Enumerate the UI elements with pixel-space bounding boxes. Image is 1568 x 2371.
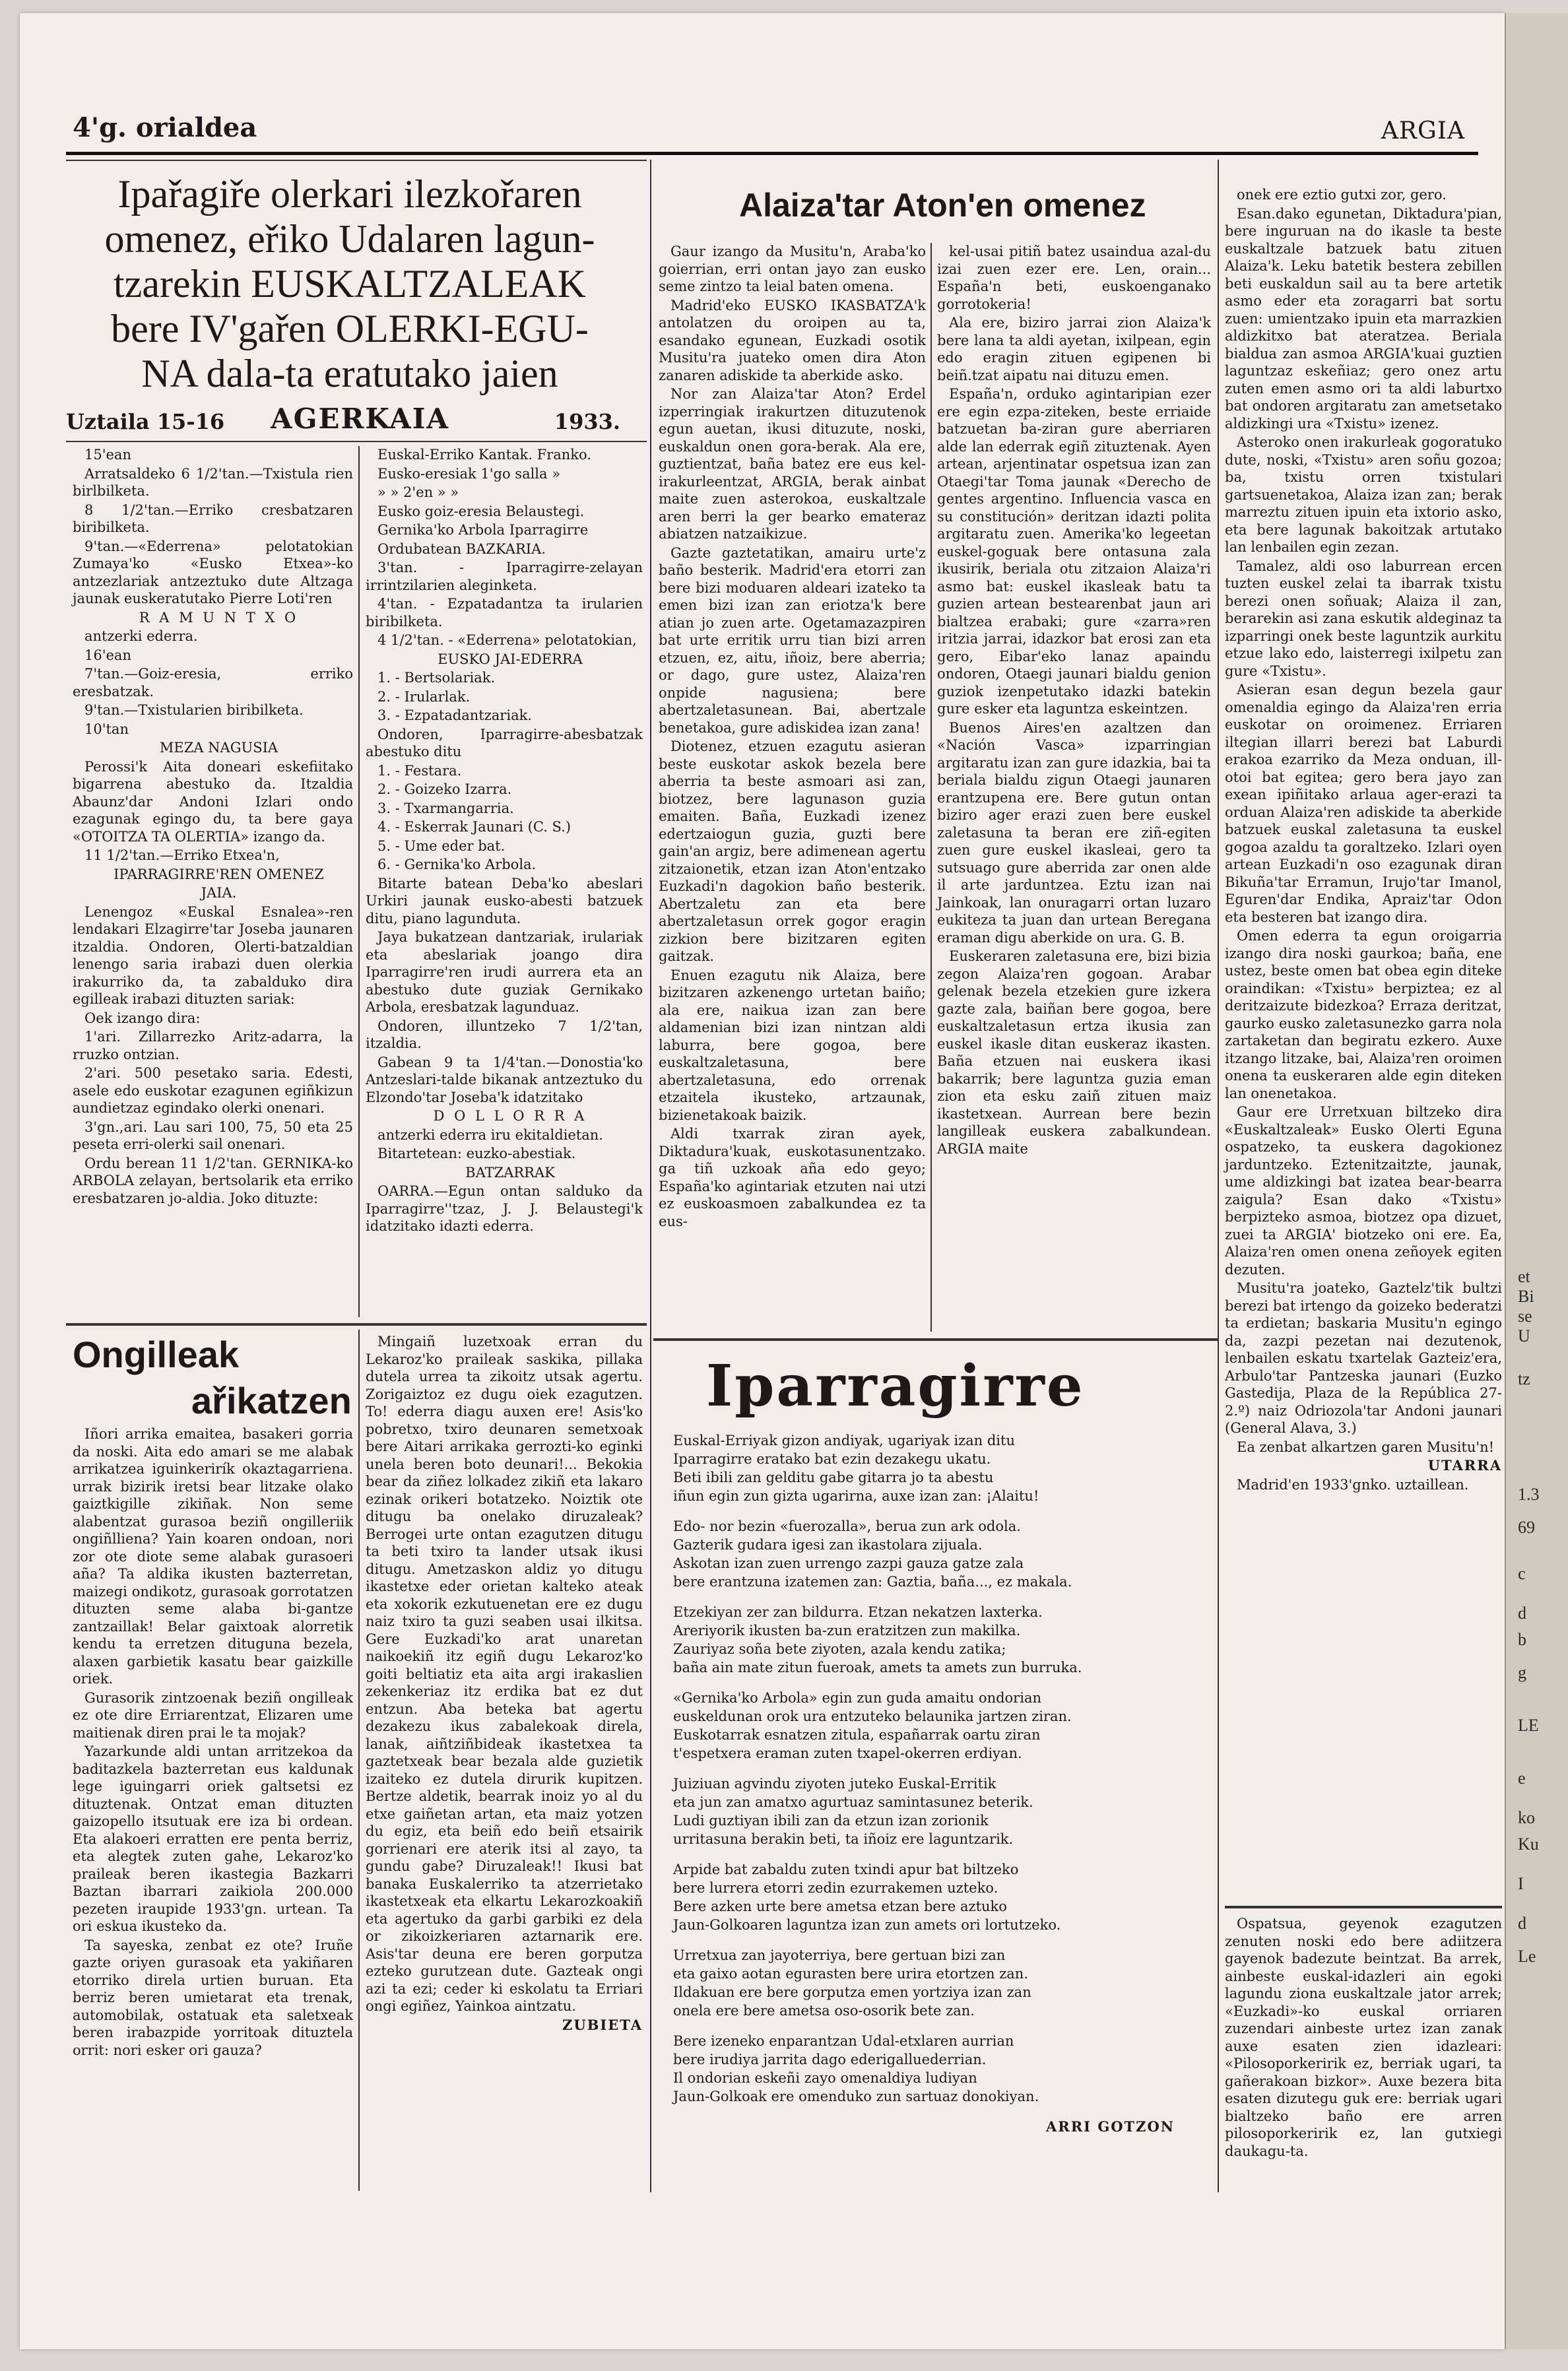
article-paragraph: Madrid'eko EUSKO IKASBATZA'k antolatzen du oroipen au ta, esandako egunean, Euzkadi osotik Musitu'ra juateko omen dira Aton zanaren adiskide ta aberkide asko. [659, 297, 926, 383]
article-paragraph: Buenos Aires'en azaltzen dan «Nación Vasca» izparringian argitaratu izan zan gure idazkia, bai ta beriala bialdu zigun Otaegi jaunaren erantzupena ere. Bere gutun ontan biziro ager erazi zuen bere euskel zaletasuna ta beran ere ziñ-egiten zuen gure euskel ikasleai, gero ta sutsuago gure aberrida zar onen alde il arte jarduntzea. Eztu izan nai Jainkoak, lan onuragarri ortan luzaro eukiteza ta juan dan urtean Beregana eraman digu aberkide on ura. G. B. [937, 719, 1211, 946]
program-line: 3'tan. - Iparragirre-zelayan irrintzilarien aleginketa. [366, 560, 643, 593]
poem-line: Juiziuan agvindu ziyoten juteko Euskal-Erritik [673, 1776, 996, 1792]
article2-col-divider [358, 1330, 360, 2191]
poem-line: Euskotarrak esnatzen zitula, españarrak oartu ziran [673, 1727, 1041, 1743]
article-paragraph: Diotenez, etzuen ezagutu asieran beste euskotar askok bezela bere aberria ta beste asmoari asi zan, biotzez, bere lagunason guzia emaiten. Baña, Euzkadi izenez edertzaiogun guzia, guzti bere gain'an argiz, bere adimenean agertu zitzaionetik, etzan izan Aton'entzako Euzkadi'n dagokion baño besterik. Abertzaletu zan eta bere abertzaletasun orrek gogor eragin zizkion bere bizitzaren egiten gaitzak. [659, 738, 926, 964]
edge-fragment: tz [1518, 1369, 1530, 1388]
program-line: antzerki ederra iru ekitaldietan. [377, 1126, 603, 1143]
mass-heading: MEZA NAGUSIA [159, 740, 278, 756]
poem-line: Edo- nor bezin «fuerozalla», berua zun ark odola. [673, 1518, 1021, 1534]
edge-fragment: et [1518, 1267, 1530, 1286]
program-underline [66, 441, 647, 442]
program-line: 1. - Festara. [377, 762, 462, 779]
headline-line: NA dala-ta eratutako jaien [141, 352, 558, 395]
program-line: 10'tan [84, 721, 129, 737]
article3-col-divider [931, 243, 932, 1332]
article2-signature: ZUBIETA [562, 2016, 643, 2033]
article4-dateline: Madrid'en 1933'gnko. uztaillean. [1237, 1476, 1469, 1493]
program-line: Jaya bukatzean dantzariak, irulariak eta abeslariak joango dira Iparragirre'ren irudi aurrera eta an abestuko dute guziak Gernikako Arbola, eresbatzak lagunduaz. [366, 929, 643, 1015]
poem-signature: ARRI GOTZON [1045, 2118, 1175, 2135]
main-col-divider [650, 160, 651, 2192]
poem-line: Urretxua zan jayoterriya, bere gertuan bizi zan [673, 1947, 1006, 1963]
article-paragraph: Euskeraren zaletasuna ere, bizi bizia zegon Alaiza'ren gogoan. Arabar gelenak bezela etzekien gure izkera gazte zala, baiñan bere gogoa, bere euskaltzaletasun ertza ikusia zan euskel ikasle ditan euskeraz ikasten. Baña etzuen nai euskera ikasi bakarrik; bere laguntza guzia eman zion eta esku zaiñ zituen maiz ikastetxean. Aurrean bere bezin langilleak euskera zabalkundean. ARGIA maite [937, 948, 1211, 1157]
poem-body [673, 1432, 1201, 2137]
program-line: Perossi'k Aita doneari eskefiitako bigarrena abestuko da. Itzaldia Abaunz'dar Andoni Izlari ondo ezagunak egingo du, ta bere gaya «OTOITZA TA OLERTIA» izango da. [73, 758, 353, 845]
article2-title-line2: ařikatzen [191, 1380, 352, 1421]
program-line: Ondoren, illuntzeko 7 1/2'tan, itzaldia. [366, 1018, 643, 1051]
homage-heading: IPARRAGIRRE'REN OMENEZ [114, 866, 324, 882]
edge-fragment: e [1518, 1769, 1526, 1788]
article-paragraph: Enuen ezagutu nik Alaiza, bere bizitzaren azkenengo urtetan baiño; ala ere, naikua izan zan bere aldamenian bizi izan nintzan aldi laburra, bere gogoa, bere euskaltzaletasuna, bere abertzaletasuna, edo orrenak etzaitela ikusteko, artzaunak, bizienetakoak baizik. [659, 967, 926, 1123]
article-paragraph: Mingaiñ luzetxoak erran du Lekaroz'ko praileak saskika, pillaka dutela urrea ta zikoitz utsak agertu. Zorigaiztoz ez dugu oiek ezagutzen. To! ederra diagu auxen ere! Asis'ko pobretxo, txiro deunaren semetxoak bere Aitari arrikaka gerrozti-ko eginki unela beren boto deunari!... Bekokia bear da ziñez lolkadez zikiñ eta lakaro ezinak orikeri botatzeko. Noiztik ote ditugu ba onelako diruzaleak? Berrogei urte ontan ezagutzen ditugu ta beti txiro ta lander utsak ikusi ditugu. Ametzaskon aldiz yo ditugu ikastetxe eder orietan kalteko ateak eta xokorik ezkutuenetan ere ez dugu naiz txiro ta guzi seaben usai ilkitsa. Gere Euzkadi'ko arat unaretan naikoekiñ itz egiñ dugu Lekaroz'ko goiti beltiatiz eta aita argi irakaslien zekenkeriaz itz erdika bat ez dut entzun. Aba beteka bat agertu dezakezu ikus zabalekoak direla, lanak, aiñtziñbideak ikastetxea ta gaztetxeak bear bezala alde guzietik izaiteko ez dutela dirurik kupitzen. Bertze aldetik, bearrak inoiz yo al du etxe gaiñetan artan, eta maiz yotzen du egiz, eta beiñ edo beiñ etsairik gorrienari ere aterik itsi al zayo, ta gundu gabe? Diruzaleak!! Ikusi bat banaka Euskalerriko ta atzerrietako ikastetxeak eta elkartu Lekarozkoakiñ eta agertuko da garbi garbiki ez dela or zikoizkeriaren aztarnarik ere. Asis'tar deuna ere beren gorputza ezteko gurutzean dute. Gazteak ongi azi ta ezi; ceder ki eskolatu ta Erriari ongi egiñez, Yainkoa aintzatu. [366, 1334, 643, 2014]
poem-line: Ludi guztiyan ibili zan da etzun izan zorionik [673, 1813, 989, 1829]
program-line: Ordu berean 11 1/2'tan. GERNIKA-ko ARBOLA zelayan, bertsolarik eta erriko eresbatzaren jo-aldia. Joko dituzte: [73, 1155, 353, 1206]
article2-title-line1: Ongilleak [73, 1334, 240, 1375]
poem-line: Areriyorik ikusten ba-zun eratzitzen zun makilka. [673, 1623, 1021, 1639]
program-line: 15'ean [84, 447, 131, 463]
program-line: 1. - Bertsolariak. [377, 670, 496, 686]
program-line: Ondoren, Iparragirre-abesbatzak abestuko ditu [366, 726, 643, 760]
program-line: Ordubatean BAZKARIA. [377, 540, 546, 557]
program-line: 5. - Ume eder bat. [377, 837, 506, 854]
article-paragraph: Tamalez, aldi oso laburrean ercen tuzten euskel zelai ta ibarrak txistu berezi onen soñuak; Alaiza il zan, berarekin asi zana eskutik aldeginaz ta izparringi onek beste laguntzik aurkitu etzue lako edo, laisterregi ixilpetu zan gure «Txistu». [1225, 558, 1502, 679]
program-line: 4'tan. - Ezpatadantza ta irularien biribilketa. [366, 596, 643, 630]
edge-fragment: g [1518, 1663, 1526, 1682]
headline-line: bere IV'gařen OLERKI-EGU- [111, 307, 589, 350]
poem-line: Gazterik gudara igesi zan ikastolara zijuala. [673, 1537, 983, 1553]
article-paragraph: España'n, orduko agintaripian ezer ere egin ezpa-ziteken, beste erriaide batzuetan ba-ziran gure aberriaren alde lan ederrak egiñ zituztenak. Ayen artean, arjentinatar ospetsua izan zan Otaegi'tar Toma jaunak «Derecho de gentes argentino. Influencia vasca en su constitución» deritzan idazti polita argitaratu zuen. Amerika'ko legeetan euskel-goguak bere ontasuna zala ikusirik, beriala otu zitzaion Alaiza'ri asmo bat: euskel ikasleak batu ta guzien artean bestearenbat jaun ari bialtzea erabaki; gure «zarra»ren iritzia jarrai, idazkor bat erosi zan eta gero, Eibar'eko lanaz apaindu ondoren, Otaegi jaunari bialdu genion guziok izenpetutako idazki batekin gure esker eta laguntza eskeintzen. [937, 386, 1211, 717]
organizers-heading: BATZARRAK [465, 1164, 555, 1181]
article-paragraph: Asieran esan degun bezela gaur omenaldia egingo da Alaiza'ren erria euskotar on oroimenez. Erriaren iltegian illarri berezi bat Laburdi erakoa ezarriko da Meza onduan, ill-otoi bat egitea; gero bera jayo zan exean ipiñitako arlaua ager-erazi ta orduan Alaiza'ren adiskide ta aberkide batzuek euskal zaletasuna ta euskel gogoa azaldu ta goraltzeko. Izlari oyen artean Euzkadi'n oso ezagunak diran Bikuña'tar Erramun, Irujo'tar Imanol, Eguren'dar Endika, Apraiz'tar Odon eta besteren bat izango dira. [1225, 682, 1502, 925]
program-line: Eusko goiz-eresia Belaustegi. [377, 503, 585, 519]
poem-line: Bere azken urte bere ametsa etzan bere aztuko [673, 1899, 1007, 1914]
program-line: 6. - Gernika'ko Arbola. [377, 857, 537, 872]
edge-fragment: Ku [1518, 1835, 1539, 1854]
article2-col1 [73, 1425, 353, 2060]
headline-line: omenez, eřiko Udalaren lagun- [104, 217, 595, 261]
edge-fragment: 1.3 [1518, 1485, 1540, 1504]
program-line: Lenengoz «Euskal Esnalea»-ren lendakari Elzagirre'tar Joseba jaunaren itzaldia. Ondoren, Olerti-batzaldian lenengo saria irabazi duen olerkia irakurriko da, ta zabalduko dira egilleak irabazi dituzten sariak: [73, 903, 353, 1007]
program-col-divider [358, 446, 360, 1317]
program-line: OARRA.—Egun ontan salduko da Iparragirre''tzaz, J. J. Belaustegi'k idatzitako idazti ederra. [366, 1183, 643, 1234]
program-line: Bitartetean: euzko-abestiak. [377, 1146, 576, 1161]
poem-line: Ildakuan ere bere gorputza emen yortziya izan zan [673, 1984, 1031, 2000]
poem-stanza [673, 1775, 1201, 1848]
header-rule [66, 152, 1478, 155]
poem-line: euskeldunan orok ura entzuteko belaunika jartzen ziran. [673, 1708, 1072, 1724]
poem-stanza [673, 1861, 1201, 1933]
next-page-edge [1505, 13, 1568, 2349]
poem-top-rule [653, 1338, 1218, 1341]
program-year: 1933. [554, 409, 620, 434]
edge-fragment: d [1518, 1914, 1526, 1933]
poem-line: Beti ibili zan gelditu gabe gitarra jo ta abestu [673, 1470, 994, 1485]
poem-line: Il ondorian eskeñi zayo omenaldiya ludiyan [673, 2070, 977, 2086]
article1-top-rule [66, 160, 647, 161]
agerkaia-bar [66, 403, 647, 436]
program-line: 3. - Ezpatadantzariak. [377, 707, 532, 723]
article-paragraph: kel-usai pitiñ batez usaindua azal-du izai zuen ezer ere. Len, orain... España'n beti, euskoenganako gorrotokeria! [937, 244, 1211, 312]
program-line: Arratsaldeko 6 1/2'tan.—Txistula rien birlbilketa. [73, 465, 353, 499]
newspaper-page [20, 13, 1505, 2349]
edge-fragment: se [1518, 1307, 1532, 1326]
poem-stanza [673, 2032, 1201, 2105]
article-paragraph: Gazte gaztetatikan, amairu urte'z baño besterik. Madrid'era etorri zan bere bizi moduaren aldeari izateko ta emen bizi izan zan eriotza'k bere atian jo zuen arte. Ogetamazazpiren bat urte erritik urru tian bizi arren etzuen, ez, aitu, iñoiz, bere aberria; or dago, gure ustez, Alaiza'ren onpide nagusiena; bere abertzaletasunean. Bai, abertzale benetakoa, gure adiskidea izan zana! [659, 544, 926, 736]
edge-fragment: d [1518, 1604, 1526, 1623]
poem-line: Bere izeneko enparantzan Udal-etxlaren aurrian [673, 2033, 1014, 2049]
program-line: 7'tan.—Goiz-eresia, erriko eresbatzak. [73, 666, 353, 699]
article-paragraph: Aldi txarrak ziran ayek, Diktadura'kuak, euskotasunentzako. ga tiñ uzkoak aña edo geyo; España'ko agintariak etzuten nai utzi ez euskoasmoen zabalkundea ez ta eus- [659, 1126, 926, 1229]
article-paragraph: Asteroko onen irakurleak gogoratuko dute, noski, «Txistu» aren soñu gozoa; ba, txistu orren txistulari gartsuenetakoa, Alaiza izan zan; berak marreztu zituen ipuin eta ixtorio asko, eta bere lagunak bakoitzak artutako lan lenbailen egin zezan. [1225, 434, 1502, 555]
article-paragraph: Yazarkunde aldi untan arritzekoa da baditazkela bazterretan eus kaldunak lege iguingarri oriek galtsetsi ez dituztenak. Ontzat eman dituzten gaizopello itsutuak ere iza bi ordean. Eta alakoeri erratten ere penta berriz, eta alegtek zuten gahe, Lekaroz'ko praileak beren ikastegia Bazkarri Baztan ibarrari zaikiola 200.000 pezeten iraupide 1933'gn. urtean. Ta ori eskua ikusteko da. [73, 1743, 353, 1934]
edge-fragment: Le [1518, 1947, 1536, 1966]
program-line: 3'gn.,ari. Lau sari 100, 75, 50 eta 25 peseta erri-olerki sail onenari. [73, 1119, 353, 1152]
article-paragraph: Ala ere, biziro jarrai zion Alaiza'k bere lana ta aldi ayetan, ixilpean, egin edo eragin zituen egipenen bi beiñ.tzat aipatu nai dituzu emen. [937, 315, 1211, 383]
masthead: ARGIA [1381, 117, 1465, 145]
program-dates: Uztaila 15-16 [66, 409, 225, 434]
article-paragraph: Omen ederra ta egun oroigarria izango dira noski gaurkoa; baña, ene ustez, beste omen bat obea egin diteke oraindikan: «Txistu» berpiztea; ez al deritzaizute bidezkoa? Erraza deritzat, gaurko eusko zaletasunezko garra nola zartaketan dan begiratu ezkero. Auxe itzango litzake, bai, Alaiza'ren oroimen onena ta euskeraren alde egin diteken lan onenetakoa. [1225, 928, 1502, 1101]
article-paragraph: onek ere eztio gutxi zor, gero. [1237, 187, 1447, 203]
program-line: 2. - Goizeko Izarra. [377, 781, 512, 797]
article-paragraph: Gurasorik zintzoenak beziñ ongilleak ez ote dire Erriarentzat, Elizaren ume maitienak diren prai le ta mojak? [73, 1689, 353, 1741]
play-title: D O L L O R R A [433, 1108, 587, 1124]
article-paragraph: Ta sayeska, zenbat ez ote? Iruñe gazte oriyen gurasoak eta yakiñaren etorriko direla urtien buruan. Eta berriz beren umietarat eta trenak, automobilak, ostatuak eta saletxeak beren irabazpide yorritoak dituztela orrit: nori esker ori gauza? [73, 1937, 353, 2058]
poem-stanza [673, 1689, 1201, 1762]
poem-line: bere lurrera etorri zedin ezurrakemen uzteko. [673, 1880, 998, 1896]
poem-line: t'espetxera eraman zuten txapel-okerren erdiyan. [673, 1745, 1022, 1761]
poem-line: onela ere bere ametsa oso-osorik bete zan. [673, 2003, 975, 2019]
program-line: 9'tan.—Txistularien biribilketa. [84, 702, 304, 718]
program-line: 3. - Txarmangarria. [377, 800, 514, 816]
poem-line: eta jun zan amatxo agurtuaz samintasunez beterik. [673, 1794, 1033, 1810]
edge-fragment: b [1518, 1630, 1526, 1649]
poem-line: urritasuna berakin beti, ta iñoiz ere laguntzarik. [673, 1831, 1014, 1847]
article5-col [1225, 1915, 1502, 2161]
right-col-divider [1218, 160, 1219, 2192]
article3-title: Alaiza'tar Aton'en omenez [739, 187, 1146, 224]
program-line: 2'ari. 500 pesetako saria. Edesti, asele edo euskotar ezagunen egiñkizun aundietzaz egindako olerki onenari. [73, 1065, 353, 1116]
edge-fragment: LE [1518, 1716, 1539, 1735]
edge-fragment: Bi [1518, 1287, 1534, 1306]
program-col-right [366, 446, 643, 1237]
program-line: 9'tan.—«Ederrena» pelotatokian Zumaya'ko «Eusko Etxea»-ko antzezlariak antzeztuko dute Altzaga jaunak euskeratutako Pierre Loti'ren [73, 538, 353, 606]
festival-heading: EUSKO JAI-EDERRA [438, 651, 583, 667]
edge-fragment: 69 [1518, 1518, 1535, 1537]
poem-line: Euskal-Erriyak gizon andiyak, ugariyak izan ditu [673, 1433, 1015, 1448]
poem-line: Arpide bat zabaldu zuten txindi apur bat biltzeko [673, 1862, 1019, 1877]
poem-stanza [673, 1604, 1201, 1676]
poem-line: Iparragirre eratako bat ezin dezakegu ukatu. [673, 1451, 991, 1467]
program-line: 16'ean [84, 647, 131, 663]
program-line: Gernika'ko Arbola Iparragirre [377, 522, 589, 538]
headline-line: tzarekin EUSKALTZALEAK [114, 262, 586, 306]
program-line: Euskal-Erriko Kantak. Franko. [377, 447, 591, 463]
article2-col2 [366, 1333, 643, 2035]
program-line: 8 1/2'tan.—Erriko cresbatzaren biribilketa. [73, 502, 353, 535]
program-line: Oek izango dira: [84, 1010, 201, 1026]
play-title: R A M U N T X O [139, 609, 299, 626]
article4-col [1225, 186, 1502, 1495]
article-paragraph: Nor zan Alaiza'tar Aton? Erdel izperringiak irakurtzen dituzutenok egun auetan, ikusi dituzute, noski, euskaldun onen gora-berak. Ala ere, guztientzat, baña batez ere eus kel-irakurleentzat, ARGIA, berak ainbat maite zuen asterokoa, euskaltzale aren berri la ger bearko emateraz abiatzen natzaikizue. [659, 386, 926, 542]
poem-stanza [673, 1947, 1201, 2019]
homage-heading: JAIA. [201, 885, 237, 901]
poem-line: Jaun-Golkoaren laguntza izan zun amets ori lortutzeko. [673, 1917, 1061, 1933]
program-line: 11 1/2'tan.—Erriko Etxea'n, [84, 847, 280, 863]
article-paragraph: Gaur ere Urretxuan biltzeko dira «Euskaltzaleak» Eusko Olerti Eguna ospatzeko, ta euskera dagokionez jarduntzeko. Eztenitzaitzte, jaunak, ume aldizkingi bat izatea bear-bearra zaigula? Esan dako «Txistu» berpizteko asmoa, biotzez opa dizuet, zuei ta ARGIA' biotzeko oni ere. Ea, Alaiza'ren omen onena zeñoyek egiten dezuten. [1225, 1104, 1502, 1278]
program-line: Gabean 9 ta 1/4'tan.—Donostia'ko Antzeslari-talde bikanak antzeztuko du Elzondo'tar Joseba'k idatzitako [366, 1054, 643, 1105]
article1-bottom-rule [66, 1323, 647, 1326]
program-col-left [73, 446, 353, 1208]
article3-col2 [937, 243, 1211, 1159]
page-number: 4'g. orialdea [73, 112, 257, 143]
article1-headline [59, 172, 640, 396]
poem-line: Etzekiyan zer zan bildurra. Etzan nekatzen laxterka. [673, 1604, 1043, 1620]
edge-fragment: U [1518, 1326, 1530, 1346]
program-line: antzerki ederra. [84, 628, 198, 644]
program-line: Bitarte batean Deba'ko abeslari Urkiri jaunak eusko-abesti batzuek ditu, piano lagunduta. [366, 875, 643, 926]
article4-signature: UTARRA [1427, 1457, 1502, 1474]
edge-fragment: c [1518, 1564, 1526, 1583]
article-paragraph: Ospatsua, geyenok ezagutzen zenuten noski edo bere adiitzera gayenok badezute beintzat. Ba arrek, ainbeste euskal-idazleri ain egoki lagundu ziona euskaltzale jator arrek; «Euzkadi»-ko euskal orriaren zuzendari ainbeste urtez izan zanak auxe esaten zien idazleari: «Pilosoporkeririk ez, berriak ugari, ta gañerakoan bizkor». Auxe bezera bita esaten dizutegu guk ere: berriak ugari bialtzeko baño ere arren pilosoporkeririk ez, lan gutxiegi daukagu-ta. [1225, 1916, 1502, 2159]
article5-top-rule [1225, 1906, 1502, 1908]
poem-line: eta gaixo aotan egurasten bere urira etortzen zan. [673, 1966, 1029, 1982]
edge-fragment: I [1518, 1874, 1524, 1893]
poem-title: Iparragirre [706, 1353, 1085, 1419]
poem-line: bere irudiya jarrita dago ederigalluederrian. [673, 2052, 987, 2067]
poem-line: Jaun-Golkoak ere omenduko zun sartuaz donokiyan. [673, 2089, 1039, 2104]
poem-line: «Gernika'ko Arbola» egin zun guda amaitu ondorian [673, 1690, 1041, 1706]
article-paragraph: Iñori arrika emaitea, basakeri gorria da noski. Aita edo amari se me alabak arrikatzea iguinkerirík okaztagarriena. urrak bizirik iretsi bear litzake olako gaiztkigille zikiñak. Non seme alabentzat gurasoa beziñ ongilleriik ongiñlliena? Yain koaren ondoan, nori zor ote diote seme alabak gurasoeri aña? Ta aldika ikusten bazterretan, maizegi ondikotz, gurasoak gorrotatzen dituzten seme alaba bi-gantze zantzaillak! Belar gaixtoak alorretik kendu ta erretzen dituguna bezela, alaxen garbietik kasatu bear gaizkille oriek. [73, 1426, 353, 1687]
program-line: 4. - Eskerrak Jaunari (C. S.) [377, 819, 572, 835]
program-line: 2. - Irularlak. [377, 688, 471, 705]
program-title: AGERKAIA [271, 403, 449, 435]
poem-line: Zauriyaz soña bete ziyoten, azala kendu zatika; [673, 1641, 1006, 1657]
poem-stanza [673, 1518, 1201, 1590]
program-line: Eusko-eresiak 1'go salla » [377, 465, 561, 482]
edge-fragment: ko [1518, 1808, 1535, 1827]
poem-line: bere erantzuna izatemen zan: Gaztia, baña..., ez makala. [673, 1574, 1072, 1590]
poem-line: baña ain mate zitun fueroak, amets ta amets zun burruka. [673, 1660, 1082, 1675]
poem-stanza [673, 1432, 1201, 1505]
article-paragraph: Ea zenbat alkartzen garen Musitu'n! [1237, 1439, 1495, 1455]
article-paragraph: Gaur izango da Musitu'n, Araba'ko goierrian, erri ontan jayo zan eusko seme zintzo ta leial baten omena. [659, 244, 926, 294]
poem-line: iñun egin zun gizta ugarirna, auxe izan zan: ¡Alaitu! [673, 1488, 1039, 1504]
article3-col1 [659, 243, 926, 1231]
headline-line: Ipařagiře olerkari ilezkořaren [117, 172, 582, 216]
article-paragraph: Esan.dako egunetan, Diktadura'pian, bere inguruan na do ikasle ta beste euskaltzale batzuek batu zituen Alaiza'k. Leku batetik bestera zebillen beti euskaldun sail au ta bere artetik asmo eder eta zoragarri bat sortu zuen: umientzako ipuin eta marrazkien aldizkitxo bat ateratzea. Beriala bialdua zan asmoa ARGIA'kuai guztien laguntzaz eskeñiaz; gero onez artu zuten emen asmo ori ta aldi laburtxo bat ondoren argitaratu zan ametsetako aldizkingi ura «Txistu» izenez. [1225, 205, 1502, 432]
program-line: » » 2'en » » [377, 484, 459, 500]
program-line: 1'ari. Zillarrezko Aritz-adarra, la rruzko ontzian. [73, 1029, 353, 1062]
article-paragraph: Musitu'ra joateko, Gaztelz'tik bultzi berezi bat irtengo da goizeko bederatzi ta erdietan; baskaria Musitu'n egingo da, zazpi pezetan nai dezutenok, lenbailen eskatu txartelak Gazteiz'era, Arbulo'tar Pantzeska jaunari (Euzko Gastedija, Plaza de la República 27-2.º) naiz Odriozola'tar Andoni jaunari (General Alava, 3.) [1225, 1280, 1502, 1436]
poem-line: Askotan izan zuen urrengo zazpi gauza gatze zala [673, 1555, 1024, 1571]
program-line: 4 1/2'tan. - «Ederrena» pelotatokian, [377, 632, 637, 648]
